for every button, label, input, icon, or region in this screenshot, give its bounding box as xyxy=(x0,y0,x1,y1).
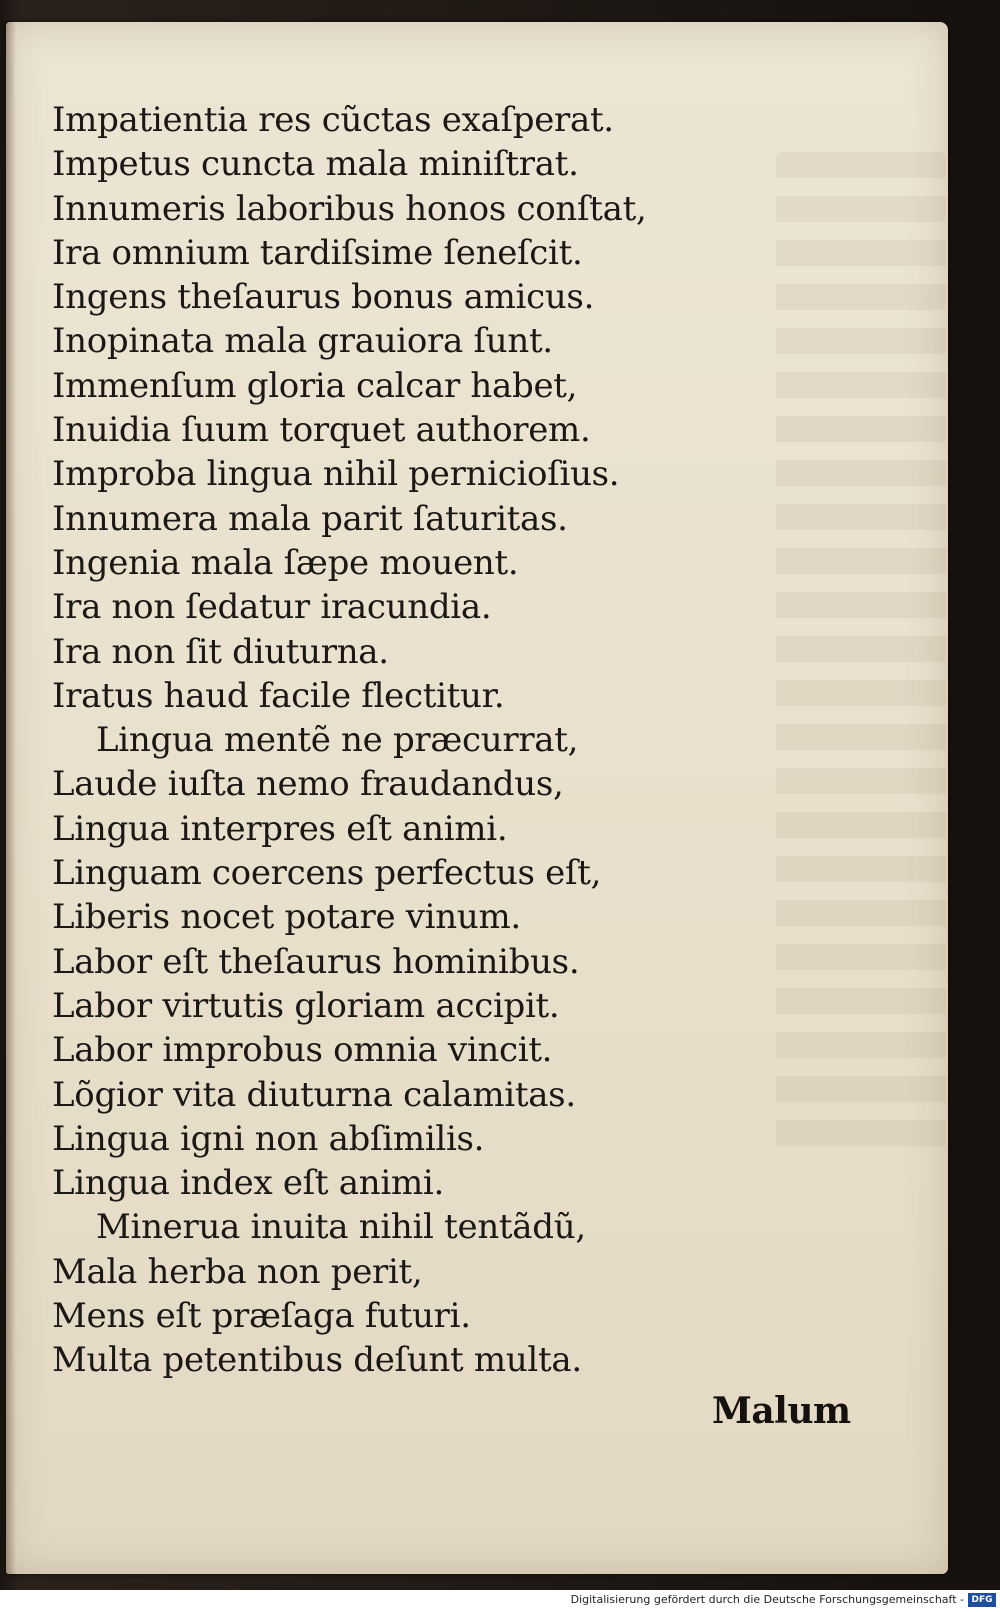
proverb-line: Inopinata mala grauiora ſunt. xyxy=(52,321,553,362)
proverb-list xyxy=(52,98,692,1383)
proverb-line: Improba lingua nihil pernicioſius. xyxy=(52,454,620,495)
proverb-line: Immenſum gloria calcar habet, xyxy=(52,365,578,406)
proverb-line: Impetus cuncta mala miniſtrat. xyxy=(52,144,579,185)
proverb-line: Impatientia res cũctas exaſperat. xyxy=(52,100,614,140)
proverb-line: Linguam coercens perfectus eſt, xyxy=(52,853,602,894)
page-spine-edge xyxy=(6,22,16,1574)
proverb-line: Innumera mala parit ſaturitas. xyxy=(52,498,568,539)
proverb-line: Laude iuſta nemo fraudandus, xyxy=(52,764,564,805)
proverb-line: Ira omnium tardiſsime ſeneſcit. xyxy=(52,232,583,273)
proverb-line: Innumeris laboribus honos conſtat, xyxy=(52,188,647,229)
proverb-line: Labor virtutis gloriam accipit. xyxy=(52,985,560,1026)
proverb-line: Mens eſt præſaga futuri. xyxy=(52,1296,471,1337)
proverb-line: Ingens theſaurus bonus amicus. xyxy=(52,277,595,318)
funding-credit: Digitalisierung gefördert durch die Deutsche Forschungsgemeinschaft - xyxy=(570,1593,964,1606)
proverb-line: Lingua igni non abſimilis. xyxy=(52,1118,485,1159)
proverb-line: Multa petentibus deſunt multa. xyxy=(52,1340,582,1381)
proverb-line-section-start: Minerua inuita nihil tentãdũ, xyxy=(96,1207,586,1248)
proverb-line: Ira non ſit diuturna. xyxy=(52,631,389,672)
proverb-line: Iratus haud facile flectitur. xyxy=(52,675,505,716)
catchword: Malum xyxy=(712,1390,851,1432)
proverb-line: Ira non ſedatur iracundia. xyxy=(52,587,492,628)
proverb-line-section-start: Lingua mentẽ ne præcurrat, xyxy=(96,720,579,761)
book-page xyxy=(6,22,948,1574)
proverb-line: Ingenia mala ſæpe mouent. xyxy=(52,542,519,583)
dfg-logo: DFG xyxy=(968,1593,996,1607)
show-through-text xyxy=(776,152,946,1152)
proverb-line: Labor improbus omnia vincit. xyxy=(52,1030,553,1071)
proverb-line: Mala herba non perit, xyxy=(52,1251,423,1292)
proverb-line: Inuidia ſuum torquet authorem. xyxy=(52,410,591,451)
proverb-line: Labor eſt theſaurus hominibus. xyxy=(52,941,580,982)
proverb-line: Lingua interpres eſt animi. xyxy=(52,808,508,849)
proverb-line: Lingua index eſt animi. xyxy=(52,1163,444,1204)
proverb-line: Lõgior vita diuturna calamitas. xyxy=(52,1074,576,1115)
proverb-line: Liberis nocet potare vinum. xyxy=(52,897,521,938)
